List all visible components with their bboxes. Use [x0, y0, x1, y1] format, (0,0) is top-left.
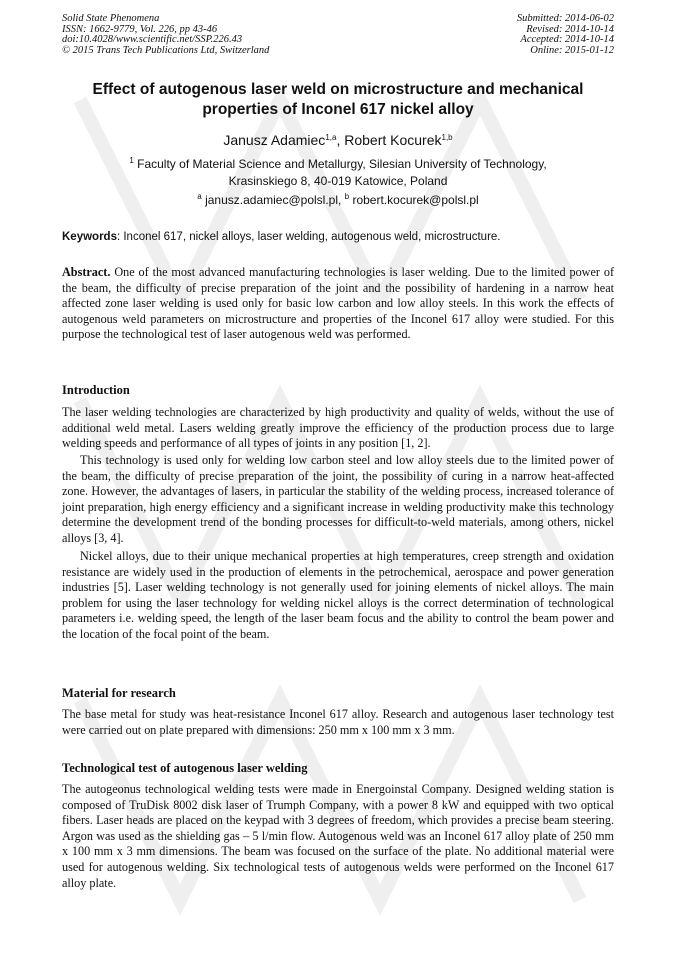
abstract-text: One of the most advanced manufacturing technologies is laser welding. Due to the limited power of the beam, the difficulty of precise preparation of the joint and the possibility of hardening in a narrow heat affected zone laser welding is used only for basic low carbon and low alloy steels. In this work the effects of autogenous weld parameters on microstructure and properties of the Inconel 617 alloy were studied. For this purpose the technological test of laser autogenous weld was performed.	[62, 265, 614, 342]
online-date: Online: 2015-01-12	[530, 44, 614, 56]
section-heading-introduction: Introduction	[62, 383, 130, 397]
section-heading-technological-test: Technological test of autogenous laser welding	[62, 761, 308, 775]
submitted-date: Submitted: 2014-06-02	[516, 13, 614, 24]
author-separator: ,	[336, 132, 345, 148]
email-superscript: a	[197, 192, 202, 201]
intro-paragraph-1: The laser welding technologies are characterized by high productivity and quality of welds, without the use of additional weld metal. Lasers welding greatly improve the efficiency of the production process due to large welding speeds and performance of all types of joints in any position [1, 2].	[62, 405, 614, 451]
section-heading-material: Material for research	[62, 686, 176, 700]
affiliation-line-2: Krasinskiego 8, 40-019 Katowice, Poland	[228, 174, 448, 188]
abstract	[62, 265, 614, 343]
techtest-paragraph: The autogeonus technological welding tests were made in Energoinstal Company. Designed welding station is composed of TruDisk 8002 disk laser of Trumph Company, with a power 8 kW and equipped with two optical fibers. Laser heads are placed on the keypad with 3 degrees of freedom, which provides a precise beam steering. Argon was used as the shielding gas – 5 l/min flow. Autogenous weld was an Inconel 617 alloy plate of 250 mm x 100 mm x 3 mm dimensions. The beam was focused on the surface of the plate. No additional material were used for autogenous welding. Six technological tests of autogenous welds were performed on the Inconel 617 alloy plate.	[62, 782, 614, 890]
email-link[interactable]: robert.kocurek@polsl.pl	[349, 193, 479, 207]
author-name: Robert Kocurek	[344, 132, 442, 148]
intro-paragraph-2: This technology is used only for welding low carbon steel and low alloy steels due to the limited power of the beam, the difficulty of precise preparation of the joint, the possibility of curing in a narrow heat-affected zone. However, the advantages of lasers, in particular the stability of the welding process, increased tolerance of joint preparation, high energy efficiency and a significant increase in welding productivity make this technology determine the development trend of the bonding processes for difficult-to-weld materials, among others, nickel alloys [3, 4].	[62, 453, 614, 545]
copyright-line: © 2015 Trans Tech Publications Ltd, Switzerland	[62, 44, 270, 56]
material-paragraph: The base metal for study was heat-resistance Inconel 617 alloy. Research and autogenous laser technology test were carried out on plate prepared with dimensions: 250 mm x 100 mm x 3 mm.	[62, 707, 614, 737]
affiliation	[62, 156, 614, 190]
affiliation-superscript: 1	[129, 156, 134, 165]
paper-title	[62, 80, 614, 120]
issn-line: ISSN: 1662-9779, Vol. 226, pp 43-46	[62, 23, 218, 35]
author-superscript: 1,a	[325, 133, 337, 142]
publication-dates	[517, 14, 614, 56]
keywords	[62, 230, 614, 245]
affiliation-line-1: Faculty of Material Science and Metallurgy, Silesian University of Technology,	[133, 157, 547, 171]
authors-line	[62, 131, 614, 149]
abstract-label: Abstract.	[62, 265, 111, 279]
accepted-date: Accepted: 2014-10-14	[520, 34, 614, 45]
title-line-1: Effect of autogenous laser weld on microstructure and mechanical	[92, 81, 584, 98]
keywords-text: : Inconel 617, nickel alloys, laser welding, autogenous weld, microstructure.	[116, 231, 501, 243]
keywords-label: Keywords	[62, 231, 117, 243]
email-superscript: b	[344, 192, 350, 201]
author-emails	[62, 192, 614, 208]
email-link[interactable]: janusz.adamiec@polsl.pl,	[201, 193, 345, 207]
revised-date: Revised: 2014-10-14	[526, 23, 614, 35]
journal-info	[62, 14, 269, 56]
intro-paragraph-3: Nickel alloys, due to their unique mechanical properties at high temperatures, creep strength and oxidation resistance are widely used in the production of elements in the petrochemical, aerospace and power generation industries [5]. Laser welding technology is not generally used for joining elements of nickel alloys. The main problem for using the laser technology for welding nickel alloys is the correct determination of technological parameters i.e. welding speed, the length of the laser beam focus and the ability to control the beam power and the location of the focal point of the beam.	[62, 549, 614, 641]
title-line-2: properties of Inconel 617 nickel alloy	[202, 101, 474, 118]
author-superscript: 1,b	[441, 133, 453, 142]
author-name: Janusz Adamiec	[223, 132, 326, 148]
journal-name: Solid State Phenomena	[62, 13, 160, 24]
doi-line: doi:10.4028/www.scientific.net/SSP.226.43	[62, 34, 243, 45]
